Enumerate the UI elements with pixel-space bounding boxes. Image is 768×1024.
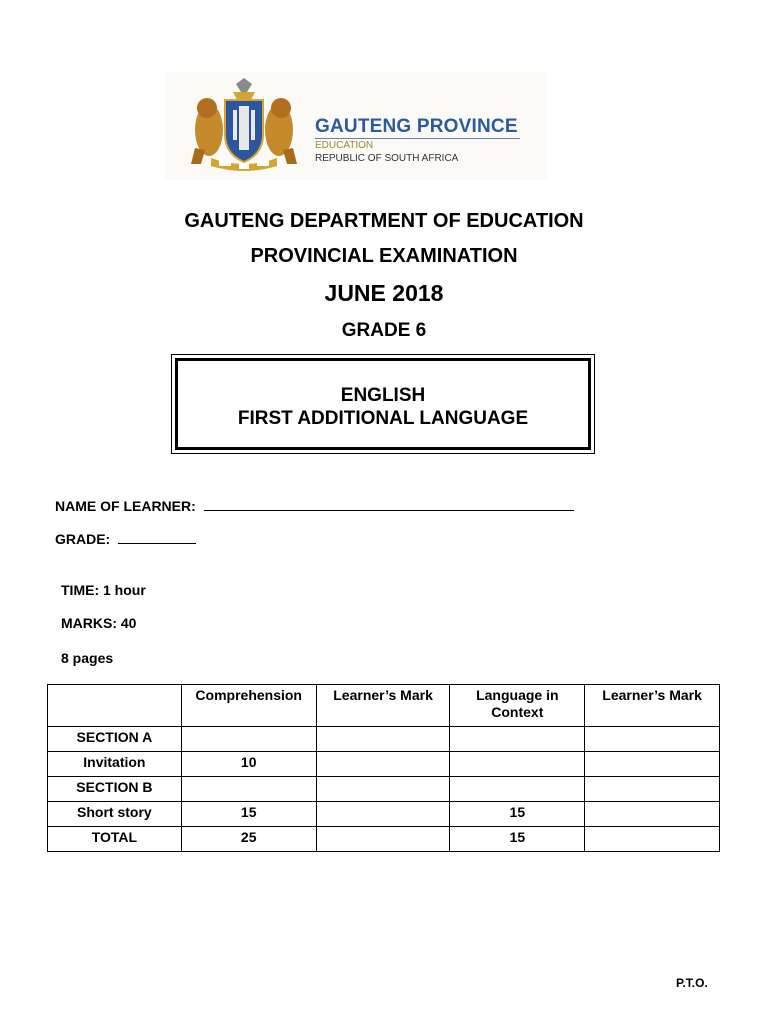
pages-info: 8 pages	[61, 650, 114, 666]
learner-name-blank[interactable]	[204, 498, 574, 511]
marks-info: MARKS: 40	[61, 615, 137, 631]
marks-table	[47, 684, 720, 852]
table-cell	[316, 777, 450, 802]
table-row	[48, 727, 720, 752]
table-cell	[585, 727, 720, 752]
table-cell	[316, 727, 450, 752]
table-cell: 10	[181, 752, 316, 777]
pto-note: P.T.O.	[676, 976, 708, 990]
table-cell: Short story	[48, 802, 182, 827]
table-cell	[450, 727, 585, 752]
learner-name-label: NAME OF LEARNER:	[55, 498, 196, 514]
table-cell	[316, 752, 450, 777]
table-row	[48, 802, 720, 827]
logo-country: REPUBLIC OF SOUTH AFRICA	[315, 153, 459, 164]
table-header-row	[48, 685, 720, 727]
time-info: TIME: 1 hour	[61, 582, 146, 598]
gauteng-logo	[165, 72, 547, 180]
table-header-cell: Comprehension	[181, 685, 316, 727]
logo-title: GAUTENG PROVINCE	[315, 116, 518, 137]
table-cell: 15	[450, 827, 585, 852]
table-cell	[585, 827, 720, 852]
table-row	[48, 752, 720, 777]
subject-box	[171, 354, 595, 454]
table-row	[48, 827, 720, 852]
table-cell	[181, 777, 316, 802]
grade-label: GRADE:	[55, 531, 111, 547]
exam-heading: PROVINCIAL EXAMINATION	[250, 245, 518, 267]
grade-heading: GRADE 6	[341, 320, 427, 341]
table-cell: 15	[181, 802, 316, 827]
department-heading: GAUTENG DEPARTMENT OF EDUCATION	[184, 210, 584, 232]
learner-name-field	[55, 498, 574, 514]
coat-of-arms-icon	[181, 78, 307, 174]
subject-box-inner	[175, 358, 591, 450]
table-cell: SECTION A	[48, 727, 182, 752]
table-cell	[316, 802, 450, 827]
table-cell	[181, 727, 316, 752]
table-header-cell: Language in Context	[450, 685, 585, 727]
table-cell	[450, 752, 585, 777]
table-cell: SECTION B	[48, 777, 182, 802]
table-cell	[585, 752, 720, 777]
grade-field	[55, 531, 196, 547]
table-row	[48, 777, 720, 802]
logo-subtitle: EDUCATION	[315, 140, 374, 151]
grade-blank[interactable]	[118, 531, 196, 544]
table-cell: 25	[181, 827, 316, 852]
table-cell: 15	[450, 802, 585, 827]
table-cell	[450, 777, 585, 802]
subject-line-2: FIRST ADDITIONAL LANGUAGE	[237, 408, 529, 429]
table-header-cell: Learner’s Mark	[585, 685, 720, 727]
exam-date: JUNE 2018	[324, 280, 444, 306]
table-cell	[585, 777, 720, 802]
table-header-cell: Learner’s Mark	[316, 685, 450, 727]
logo-divider	[315, 138, 520, 139]
subject-line-1: ENGLISH	[340, 385, 426, 406]
table-cell	[585, 802, 720, 827]
table-cell: TOTAL	[48, 827, 182, 852]
table-cell	[316, 827, 450, 852]
table-header-cell	[48, 685, 182, 727]
table-cell: Invitation	[48, 752, 182, 777]
